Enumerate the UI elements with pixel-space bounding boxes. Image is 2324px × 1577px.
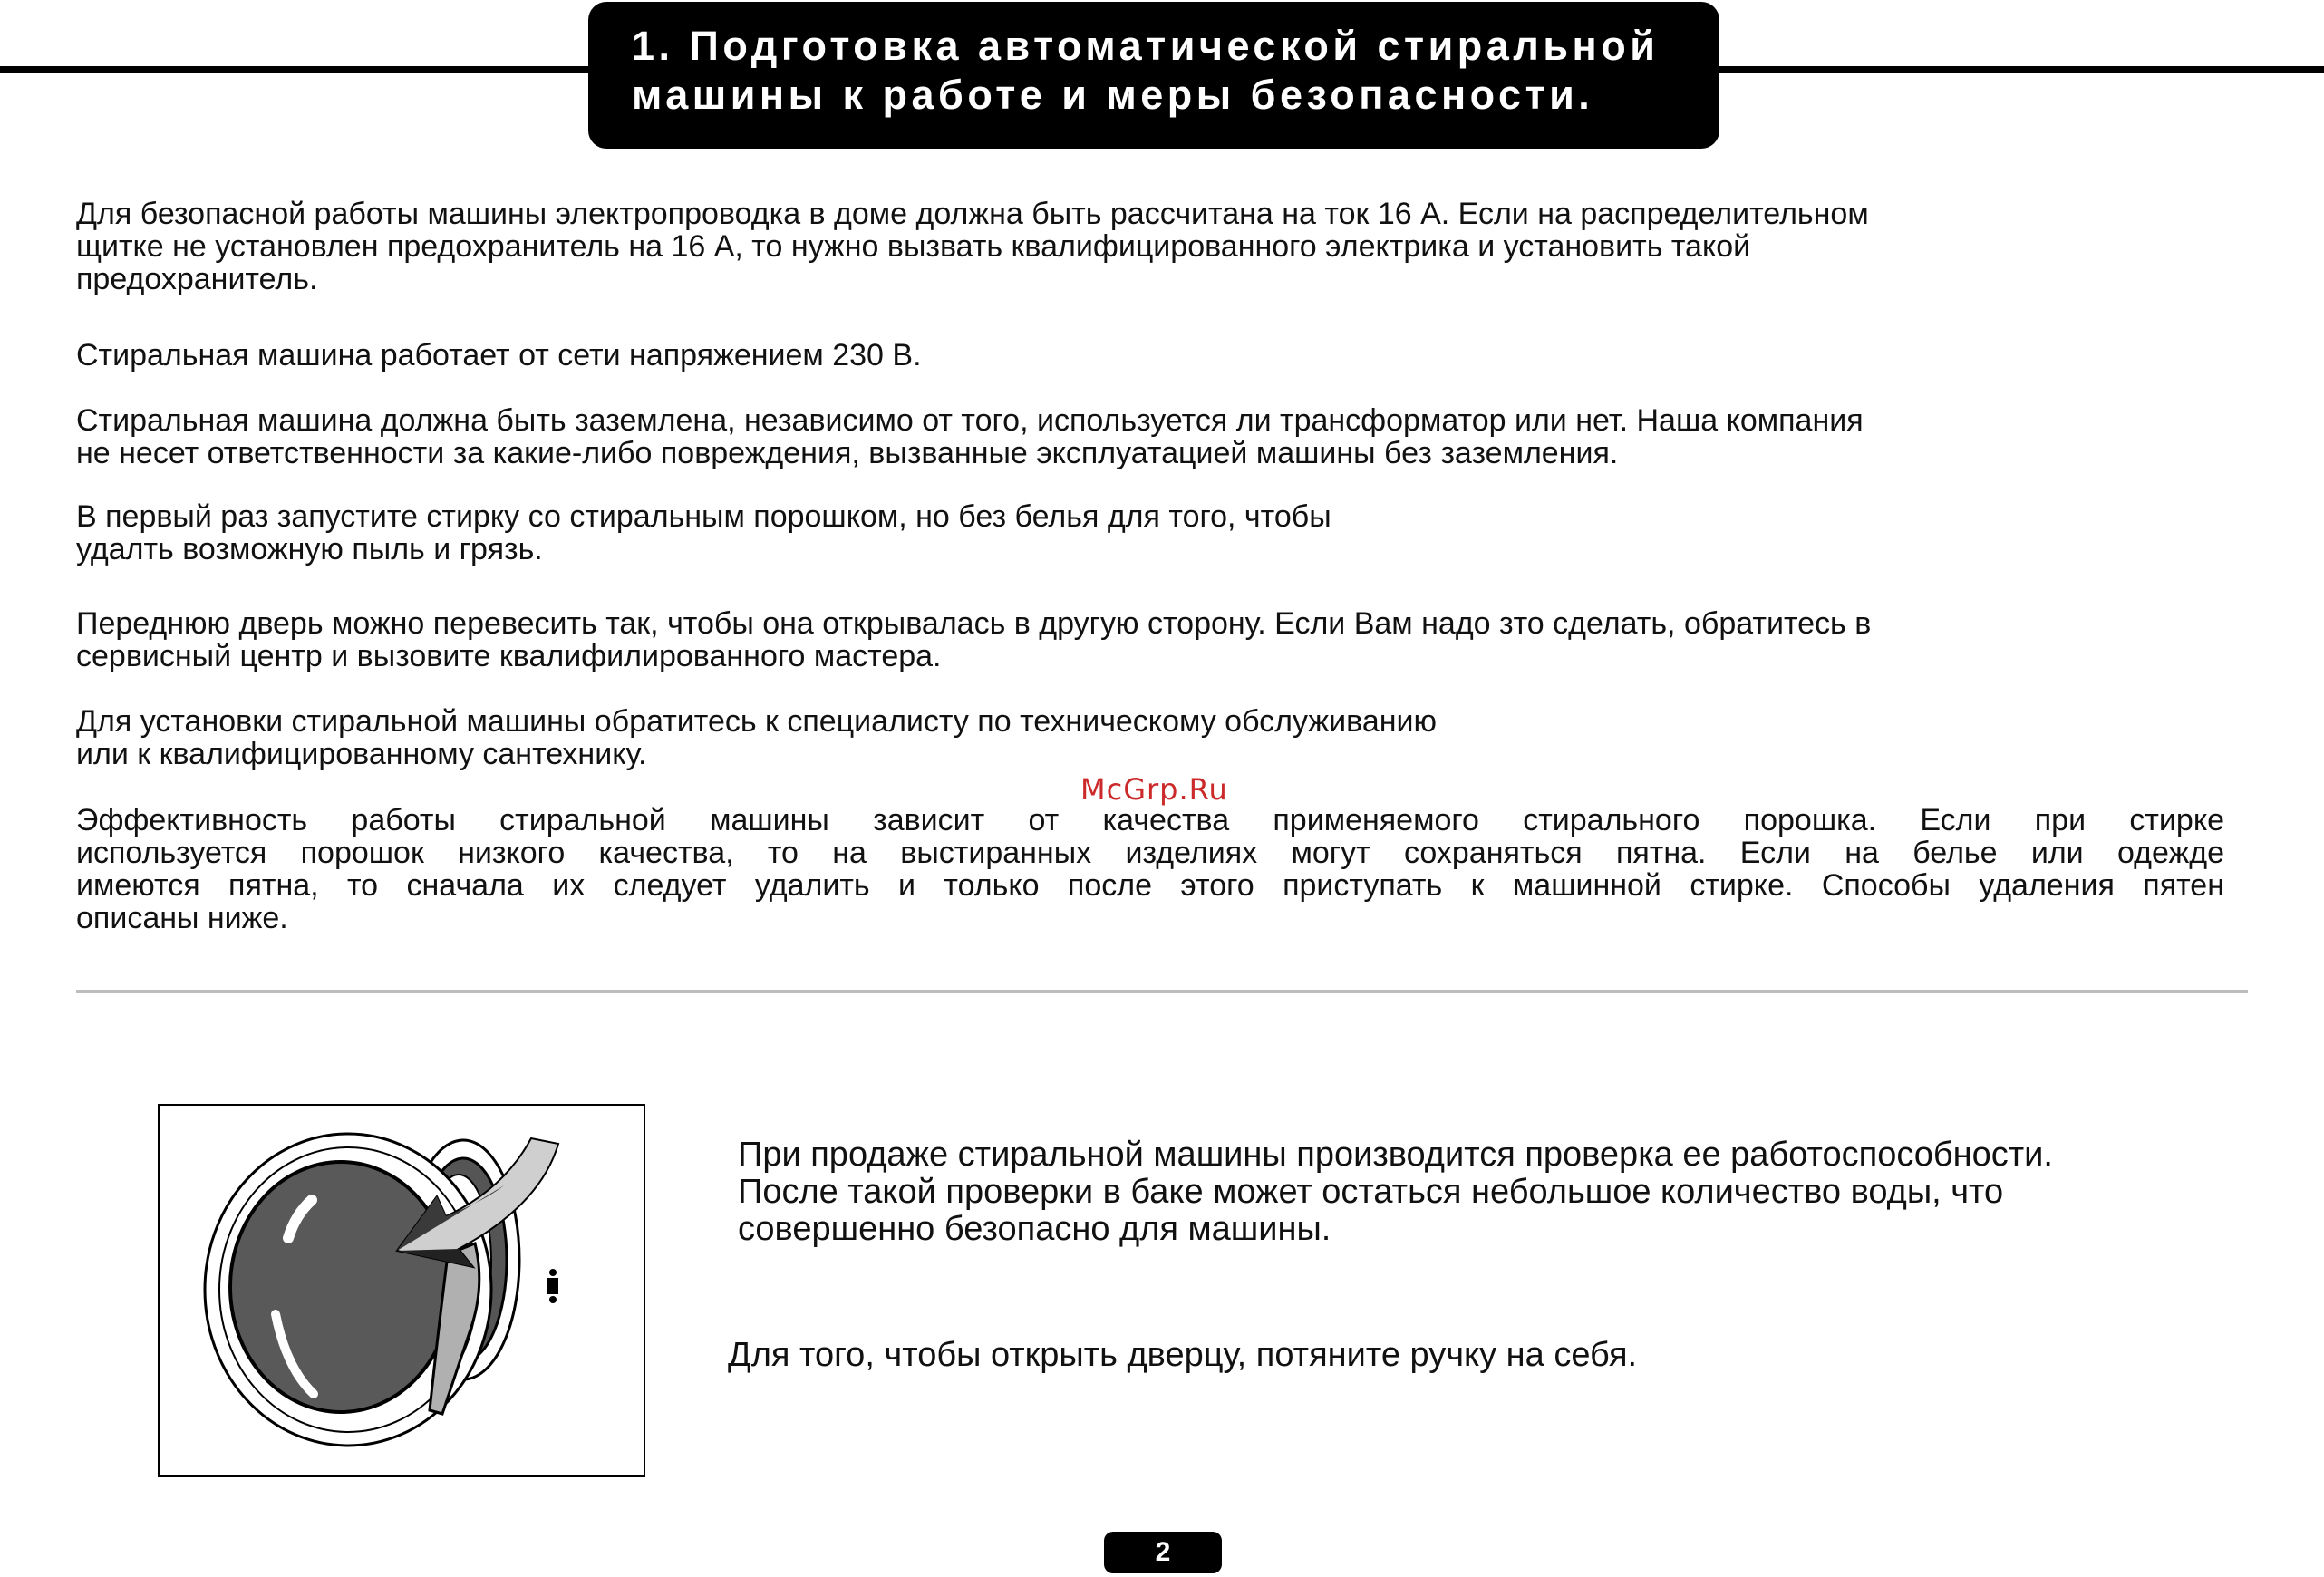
paragraph-electrical-wiring [76,198,2233,295]
paragraph-detergent-quality [76,804,2224,934]
text-line: имеются пятна, то сначала их следует удалить и только после этого приступать к машинной стирке. Способы удаления пятен [76,868,2224,903]
washer-door-icon [160,1106,644,1475]
section-title-box [588,2,1719,149]
paragraph-grounding [76,404,2233,469]
text-line: сервисный центр и вызовите квалифилированного мастера. [76,639,942,673]
text-line: Для установки стиральной машины обратитесь к специалисту по техническому обслуживанию [76,704,1437,739]
page-number: 2 [1104,1532,1222,1573]
text-line: Стиральная машина должна быть заземлена, независимо от того, используется ли трансформатор или нет. Наша компания [76,403,1864,438]
section-title-line-2: машины к работе и меры безопасности. [632,72,1594,118]
text-line: щитке не установлен предохранитель на 16 А, то нужно вызвать квалифицированного электрика и установить такой [76,229,1751,264]
paragraph-door-rehang [76,607,2233,672]
text-line: Стиральная машина работает от сети напряжением 230 В. [76,338,922,372]
text-line: В первый раз запустите стирку со стиральным порошком, но без белья для того, чтобы [76,499,1331,534]
paragraph-installation [76,705,2233,770]
text-line: После такой проверки в баке может остаться небольшое количество воды, что [738,1173,2004,1211]
text-line: предохранитель. [76,262,318,296]
text-line: совершенно безопасно для машины. [738,1210,1331,1248]
text-line: или к квалифицированному сантехнику. [76,737,647,771]
paragraph-voltage [76,339,2233,372]
text-line: не несет ответственности за какие-либо повреждения, вызванные эксплуатацией машины без заземления. [76,436,1619,470]
text-line: используется порошок низкого качества, то на выстиранных изделиях могут сохраняться пятна. Если на белье или одежде [76,836,2224,870]
door-lock-icon [547,1269,558,1303]
text-line: При продаже стиральной машины производится проверка ее работоспособности. [738,1136,2053,1174]
watermark: McGrp.Ru [1080,772,1228,807]
text-line: Для того, чтобы открыть дверцу, потяните ручку на себя. [728,1336,1638,1374]
text-line: описаны ниже. [76,901,288,935]
text-line: Эффективность работы стиральной машины зависит от качества применяемого стирального порошка. Если при стирке [76,803,2224,837]
washer-door-illustration [158,1104,645,1477]
section-divider [76,990,2248,993]
text-line: Переднюю дверь можно перевесить так, чтобы она открывалась в другую сторону. Если Вам надо зто сделать, обратитесь в [76,606,1872,641]
text-line: удалть возможную пыль и грязь. [76,532,543,566]
open-door-note [728,1337,1637,1374]
testing-note [738,1137,2053,1248]
paragraph-first-run [76,500,2233,566]
section-title-line-1: 1. Подготовка автоматической стиральной [632,23,1660,69]
text-line: Для безопасной работы машины электропроводка в доме должна быть рассчитана на ток 16 А. Если на распределительном [76,197,1869,231]
